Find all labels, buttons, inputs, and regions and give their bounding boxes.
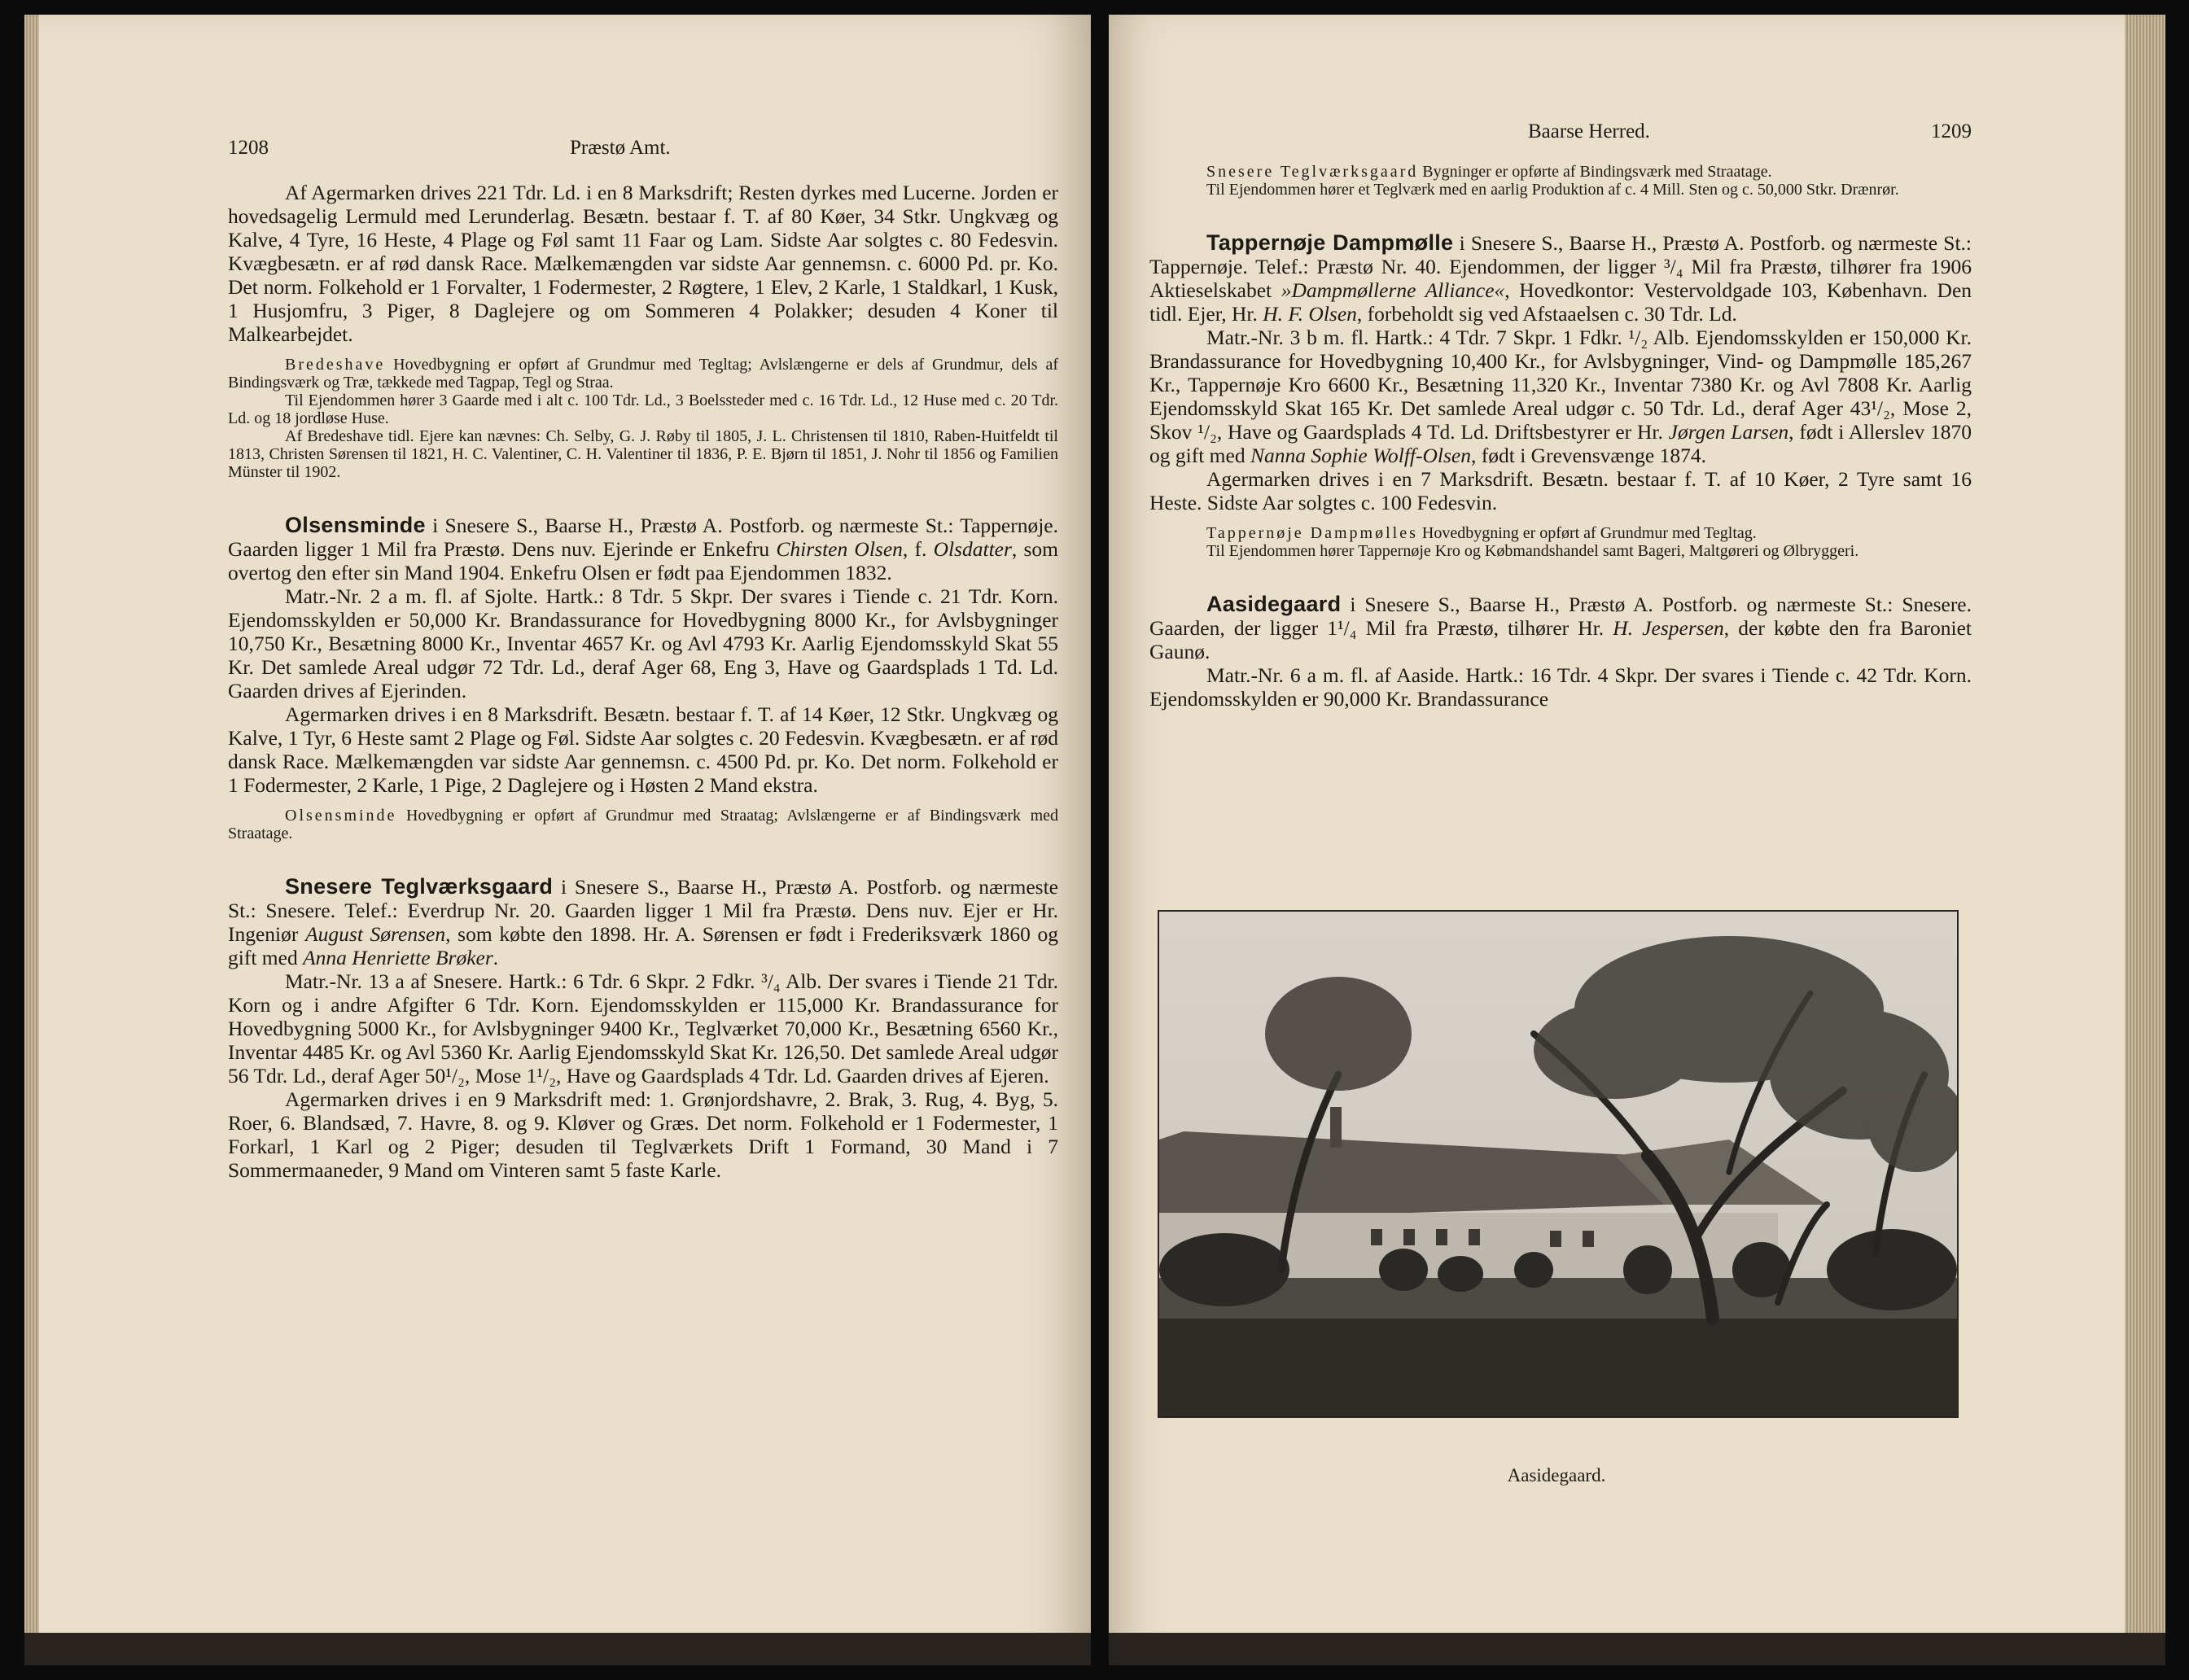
intro-paragraph: Af Agermarken drives 221 Tdr. Ld. i en 8 Marksdrift; Resten dyrkes med Lucerne. Jorden er hovedsagelig Lermuld med Lerunderlag. Besætn. bestaar f. T. af 80 Køer, 34 Stkr. Ungkvæg og Kalve, 4 Tyre, 16 Heste, 4 Plage og Føl samt 11 Faar og Lam. Sidste Aar solgtes c. 80 Fedesvin. Kvægbesætn. er af rød dansk Race. Mælkemængden var sidste Aar gennemsn. c. 6000 Pd. pr. Ko. Det norm. Folkehold er 1 Forvalter, 1 Fodermester, 2 Røgtere, 1 Elev, 2 Karle, 1 Staldkarl, 1 Kusk, 1 Husjomfru, 3 Piger, 8 Daglejere og om Sommeren 4 Polakker; desuden 4 Koner til Malkearbejdet. <box>228 181 1058 346</box>
note-name: Olsensminde <box>285 807 397 825</box>
running-title: Præstø Amt. <box>570 137 671 159</box>
owner-name: Chirsten Olsen <box>776 537 903 561</box>
maiden-name: Olsdatter <box>933 537 1012 561</box>
left-page <box>24 15 1091 1665</box>
aasidegaard-entry <box>1149 593 1972 663</box>
aasidegaard-photograph <box>1158 910 1959 1418</box>
entry-heading: Snesere Teglværksgaard <box>285 874 554 899</box>
photo-illustration <box>1159 912 1957 1416</box>
entry-text: , født i Grevensvænge 1874. <box>1471 444 1706 467</box>
tappernoje-note-1 <box>1149 524 1972 542</box>
note-text: Bygninger er opførte af Bindingsværk med Straatage. <box>1422 163 1772 181</box>
page-bottom-shadow <box>1109 1633 2165 1665</box>
entry-text: , født i Allerslev 1870 og gift med <box>1149 420 1972 467</box>
previous-owner: H. F. Olsen <box>1263 302 1357 326</box>
wife-name: Anna Henriette Brøker <box>303 946 493 969</box>
aasidegaard-paragraph-2: Matr.-Nr. 6 a m. fl. af Aaside. Hartk.: 16 Tdr. 4 Skpr. Der svares i Tiende c. 42 Tdr. Korn. Ejendomsskylden er 90,000 Kr. Brandassurance <box>1149 663 1972 711</box>
page-edge <box>24 15 39 1665</box>
entry-text: Matr.-Nr. 3 b m. fl. Hartk.: 4 Tdr. 7 Skpr. 1 Fdkr. ¹/₂ Alb. Ejendomsskylden er 150,000 Kr. Brandassurance for Hovedbygning 10,400 Kr., for Avlsbygninger, Vind- og Dampmølle 185,267 Kr., Tappernøje Kro 6600 Kr., Besætning 11,320 Kr., Inventar 7380 Kr. og Avl 7808 Kr. Aarlig Ejendomsskyld Skat 165 Kr. Det samlede Areal udgør c. 50 Tdr. Ld., deraf Ager 43¹/₂, Mose 2, Skov ¹/₂, Have og Gaardsplads 4 Td. Ld. Driftsbestyrer er Hr. <box>1149 326 1972 444</box>
entry-text: , f. <box>902 537 927 561</box>
entry-text: , Hovedkontor: Vestervoldgade 103, København. Den tidl. Ejer, Hr. <box>1149 278 1972 326</box>
entry-heading: Aasidegaard <box>1206 592 1342 616</box>
snesere-note-1 <box>1149 163 1972 181</box>
snesere-entry <box>228 875 1058 969</box>
bredeshave-note-3: Af Bredeshave tidl. Ejere kan nævnes: Ch. Selby, G. J. Røby til 1805, J. L. Christensen til 1810, Raben-Huitfeldt til 1813, Christen Sørensen til 1821, H. C. Valentiner, C. H. Valentiner til 1836, P. E. Bjørn til 1851, J. Nohr til 1856 og Familien Münster til 1902. <box>228 427 1058 481</box>
olsensminde-note <box>228 807 1058 842</box>
owner-name: August Sørensen <box>305 922 446 946</box>
entry-text: . <box>493 946 499 969</box>
entry-text: , forbeholdt sig ved Afstaaelsen c. 30 Tdr. Ld. <box>1356 302 1737 326</box>
tappernoje-entry <box>1149 231 1972 326</box>
company-name: »Dampmøllerne Alliance« <box>1281 278 1505 302</box>
bredeshave-note-1-text: Hovedbygning er opført af Grundmur med Tegltag; Avlslængerne er dels af Grundmur, dels af Bindingsværk og Træ, tækkede med Tagpap, Tegl og Straa. <box>228 356 1058 392</box>
page-fore-edge <box>2125 15 2165 1665</box>
snesere-paragraph-3: Agermarken drives i en 9 Marksdrift med: 1. Grønjordshavre, 2. Brak, 3. Rug, 4. Byg, 5. Roer, 6. Blandsæd, 7. Havre, 8. og 9. Kløver og Græs. Det norm. Folkehold er 1 Fodermester, 1 Forkarl, 1 Karl og 2 Piger; desuden til Teglværkets Drift 1 Formand, 30 Mand i 7 Sommermaaneder, 9 Mand om Vinteren samt 5 faste Karle. <box>228 1087 1058 1182</box>
left-text-column <box>228 137 1058 1182</box>
entry-text: i Snesere S., Baarse H., Præstø A. Postforb. og nærmeste St.: Snesere. Gaarden, der ligger 1¹/₄ Mil fra Præstø, tilhører Hr. <box>1149 593 1972 640</box>
entry-text: , som overtog den efter sin Mand 1904. Enkefru Olsen er født paa Ejendommen 1832. <box>228 537 1058 584</box>
owner-name: H. Jespersen <box>1613 616 1724 640</box>
running-title: Baarse Herred. <box>1528 120 1650 142</box>
photo-caption: Aasidegaard. <box>1507 1465 1606 1485</box>
page-number: 1208 <box>228 137 269 159</box>
tappernoje-paragraph-2 <box>1149 326 1972 467</box>
entry-text: i Snesere S., Baarse H., Præstø A. Postforb. og nærmeste St.: Tappernøje. Gaarden ligger 1 Mil fra Præstø. Dens nuv. Ejerinde er Enkefru <box>228 514 1059 561</box>
right-running-head <box>1149 120 1972 153</box>
olsensminde-entry <box>228 514 1058 584</box>
entry-text: , som købte den 1898. Hr. A. Sørensen er født i Frederiksværk 1860 og gift med <box>228 922 1059 969</box>
note-text: Hovedbygning er opført af Grundmur med Tegltag. <box>1421 524 1757 542</box>
manager-name: Jørgen Larsen <box>1668 420 1789 444</box>
tappernoje-note-2: Til Ejendommen hører Tappernøje Kro og Købmandshandel samt Bageri, Maltgøreri og Ølbryggeri. <box>1206 542 1859 560</box>
entry-text: i Snesere S., Baarse H., Præstø A. Postforb. og nærmeste St.: Snesere. Telef.: Everdrup Nr. 20. Gaarden ligger 1 Mil fra Præstø. Dens nuv. Ejer er Hr. Ingeniør <box>228 875 1059 946</box>
note-text: Hovedbygning er opført af Grundmur med Straatag; Avlslængerne er af Bindingsværk med Straatage. <box>228 807 1059 842</box>
note-name: Snesere Teglværksgaard <box>1206 163 1419 181</box>
left-running-head <box>228 137 1058 169</box>
right-text-column <box>1149 120 1972 711</box>
snesere-paragraph-2: Matr.-Nr. 13 a af Snesere. Hartk.: 6 Tdr. 6 Skpr. 2 Fdkr. ³/₄ Alb. Der svares i Tiende 21 Tdr. Korn og i andre Afgifter 6 Tdr. Korn. Ejendomsskylden er 115,000 Kr. Brandassurance for Hovedbygning 5000 Kr., for Avlsbygninger 9400 Kr., Teglværket 70,000 Kr., Besætning 6560 Kr., Inventar 4485 Kr. og Avl 5360 Kr. Aarlig Ejendomsskyld Skat Kr. 126,50. Det samlede Areal udgør 56 Tdr. Ld., deraf Ager 50¹/₂, Mose 1¹/₂, Have og Gaardsplads 4 Tdr. Ld. Gaarden drives af Ejeren. <box>228 969 1058 1087</box>
bredeshave-note-1 <box>228 356 1058 392</box>
bredeshave-note-2: Til Ejendommen hører 3 Gaarde med i alt c. 100 Tdr. Ld., 3 Boelssteder med c. 16 Tdr. Ld., 12 Huse med c. 20 Tdr. Ld. og 18 jordløse Huse. <box>228 392 1058 427</box>
olsensminde-paragraph-3: Agermarken drives i en 8 Marksdrift. Besætn. bestaar f. T. af 14 Køer, 12 Stkr. Ungkvæg og Kalve, 1 Tyr, 6 Heste samt 2 Plage og Føl. Sidste Aar solgtes c. 20 Fedesvin. Kvægbesætn. er af rød dansk Race. Mælkemængden var sidste Aar gennemsn. c. 4500 Pd. pr. Ko. Det norm. Folkehold er 1 Fodermester, 2 Karle, 1 Pige, 2 Daglejere og i Høsten 2 Mand ekstra. <box>228 702 1058 797</box>
entry-text: , der købte den fra Baroniet Gaunø. <box>1149 616 1972 663</box>
tappernoje-paragraph-3: Agermarken drives i en 7 Marksdrift. Besætn. bestaar f. T. af 10 Køer, 2 Tyre samt 16 Heste. Sidste Aar solgtes c. 100 Fedesvin. <box>1149 467 1972 514</box>
olsensminde-paragraph-2: Matr.-Nr. 2 a m. fl. af Sjolte. Hartk.: 8 Tdr. 5 Skpr. Der svares i Tiende c. 21 Tdr. Korn. Ejendomsskylden er 50,000 Kr. Brandassurance for Hovedbygning 8000 Kr., for Avlsbygninger 10,750 Kr., Besætning 8000 Kr., Inventar 4657 Kr. og Avl 4793 Kr. Aarlig Ejendomsskyld Skat 55 Kr. Det samlede Areal udgør 72 Tdr. Ld., deraf Ager 68, Eng 3, Have og Gaardsplads 1 Td. Ld. Gaarden drives af Ejerinden. <box>228 584 1058 702</box>
page-bottom-shadow <box>24 1633 1091 1665</box>
entry-heading: Tappernøje Dampmølle <box>1206 230 1454 255</box>
snesere-note-2: Til Ejendommen hører et Teglværk med en aarlig Produktion af c. 4 Mill. Sten og c. 50,000 Stkr. Drænrør. <box>1206 181 1899 199</box>
page-number: 1209 <box>1931 120 1972 142</box>
manager-wife-name: Nanna Sophie Wolff-Olsen <box>1250 444 1472 467</box>
right-page <box>1109 15 2165 1665</box>
bredeshave-name: Bredeshave <box>285 356 386 374</box>
entry-text: i Snesere S., Baarse H., Præstø A. Postforb. og nærmeste St.: Tappernøje. Telef.: Præstø Nr. 40. Ejendommen, der ligger ³/₄ Mil fra Præstø, tilhører fra 1906 Aktieselskabet <box>1149 231 1972 302</box>
entry-heading: Olsensminde <box>285 513 426 537</box>
note-name: Tappernøje Dampmølles <box>1206 524 1418 542</box>
